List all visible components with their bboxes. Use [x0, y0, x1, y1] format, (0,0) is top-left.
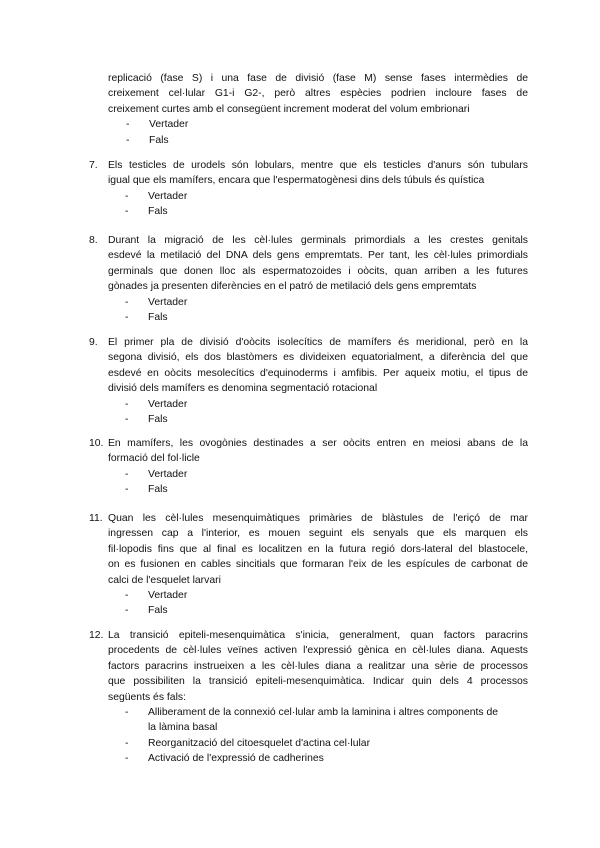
question-number: 10. [89, 438, 104, 449]
question-number: 11. [89, 513, 103, 524]
option-label: Vertader [148, 190, 188, 202]
option-c[interactable] [125, 751, 528, 766]
bullet-dash: - [125, 590, 129, 602]
text-line: segona divisió, els dos blastòmers es divideixen equatorialment, a diferència del que [108, 352, 528, 364]
question-text [108, 436, 528, 467]
answer-options [125, 397, 528, 428]
text-line: on es fusionen en cables sincitials que formaran l'eix de les espícules de carbonat de [108, 559, 528, 571]
text-line: germinals que donen lloc als espermatozoides i oòcits, quan arriben a les futures [108, 265, 528, 277]
bullet-dash: - [125, 605, 129, 617]
question-12 [89, 628, 528, 767]
bullet-dash: - [125, 312, 129, 324]
option-label: la làmina basal [148, 722, 218, 734]
bullet-dash: - [125, 753, 129, 765]
text-line: igual que els mamífers, encara que l'espermatogènesi dins dels túbuls és quística [108, 175, 485, 187]
option-true[interactable] [125, 295, 528, 310]
question-text [108, 158, 528, 189]
text-line: La transició epiteli-mesenquimàtica s'inicia, generalment, quan factors paracrins [108, 630, 528, 641]
text-line: replicació (fase S) i una fase de divisió (fase M) sense fases intermèdies de [108, 73, 528, 84]
text-line: creixement curtes amb el consegüent increment moderat del volum embrionari [108, 103, 470, 115]
option-label: Vertader [149, 119, 189, 131]
text-line: divisió dels mamífers es denomina segmentació rotacional [108, 383, 378, 395]
option-label: Vertader [148, 398, 188, 410]
option-label: Fals [148, 484, 168, 496]
option-false[interactable] [125, 603, 528, 618]
option-false[interactable] [125, 310, 528, 325]
option-false[interactable] [125, 412, 528, 427]
question-text [108, 233, 528, 295]
question-text [108, 71, 528, 117]
question-text [108, 335, 528, 397]
option-true[interactable] [125, 397, 528, 412]
text-line: que possibiliten la transició epiteli-mesenquimàtica. Indicar quin dels 4 processos [108, 676, 528, 688]
question-6-continuation [108, 71, 528, 148]
answer-options [125, 467, 528, 498]
bullet-dash: - [125, 468, 129, 480]
text-line: calci de l'esquelet larvari [108, 574, 221, 586]
option-label: Fals [148, 206, 168, 218]
answer-options [125, 588, 528, 619]
answer-options [125, 189, 528, 220]
option-false[interactable] [125, 482, 528, 497]
text-line: gònades ja presenten diferències en el patró de metilació dels gens empremtats [108, 281, 477, 293]
option-true[interactable] [125, 189, 528, 204]
text-line: esdevé en oòcits mesolecítics d'equinoderms i amfibis. Per aqueix motiu, el tipus de [108, 367, 528, 379]
answer-options [125, 295, 528, 326]
bullet-dash: - [126, 119, 130, 131]
bullet-dash: - [125, 484, 129, 496]
text-line: factors paracrins instrueixen a les cèl·lules diana a realitzar una sèrie de processos [108, 660, 528, 672]
option-true[interactable] [126, 117, 528, 132]
text-line: Quan les cèl·lules mesenquimàtiques primàries de blàstules de l'eriçó de mar [108, 513, 528, 524]
answer-options [126, 117, 528, 148]
bullet-dash: - [125, 206, 129, 218]
text-line: Durant la migració de les cèl·lules germinals primordials a les crestes genitals [108, 235, 528, 246]
option-label: Vertader [148, 468, 188, 480]
option-false[interactable] [126, 133, 528, 148]
option-label: Reorganització del citoesquelet d'actina cel·lular [148, 737, 371, 749]
option-a[interactable] [125, 705, 528, 736]
option-label: Alliberament de la connexió cel·lular amb la laminina i altres components de [148, 707, 498, 719]
text-line: fil·lopodis fins que al final es localitzen en la futura regió dors-lateral del blastocele, [108, 543, 528, 555]
bullet-dash: - [125, 414, 129, 426]
text-line: Els testicles de urodels són lobulars, mentre que els testicles d'anurs són tubulars [108, 160, 528, 171]
bullet-dash: - [126, 134, 130, 146]
option-label: Fals [148, 605, 168, 617]
text-line: esdevé la metilació del DNA dels gens empremtats. Per tant, les cèl·lules primordials [108, 250, 528, 262]
option-label: Vertader [148, 296, 188, 308]
text-line: següents és fals: [108, 691, 186, 703]
option-true[interactable] [125, 467, 528, 482]
option-label: Fals [149, 134, 169, 146]
question-11 [89, 511, 528, 619]
option-label: Vertader [148, 590, 188, 602]
option-false[interactable] [125, 204, 528, 219]
bullet-dash: - [125, 737, 129, 749]
question-8 [89, 233, 528, 325]
bullet-dash: - [125, 707, 129, 719]
question-text [108, 628, 528, 705]
bullet-dash: - [125, 398, 129, 410]
bullet-dash: - [125, 296, 129, 308]
question-number: 7. [89, 160, 98, 171]
option-b[interactable] [125, 736, 528, 751]
text-line: En mamífers, les ovogònies destinades a ser oòcits entren en meiosi abans de la [108, 438, 528, 449]
answer-options [125, 705, 528, 767]
text-line: creixement cel·lular G1-i G2-, però altres espècies podrien incloure fases de [108, 88, 528, 100]
text-line: procedents de cèl·lules veïnes activen l'expressió gènica en cèl·lules diana. Aquests [108, 645, 528, 657]
option-label: Fals [148, 414, 168, 426]
question-text [108, 511, 528, 588]
text-line: ingressen cap a l'interior, es mouen seguint els senyals que els marquen els [108, 528, 528, 540]
question-9 [89, 335, 528, 427]
question-10 [89, 436, 528, 498]
option-label: Activació de l'expressió de cadherines [148, 753, 324, 765]
text-line: El primer pla de divisió d'oòcits isolecítics de mamífers és meridional, però en la [108, 337, 528, 348]
bullet-dash: - [125, 190, 129, 202]
question-number: 12. [89, 630, 104, 641]
text-line: formació del fol·licle [108, 453, 200, 465]
question-7 [89, 158, 528, 220]
question-number: 9. [89, 337, 98, 348]
option-label: Fals [148, 312, 168, 324]
question-number: 8. [89, 235, 98, 246]
option-true[interactable] [125, 588, 528, 603]
